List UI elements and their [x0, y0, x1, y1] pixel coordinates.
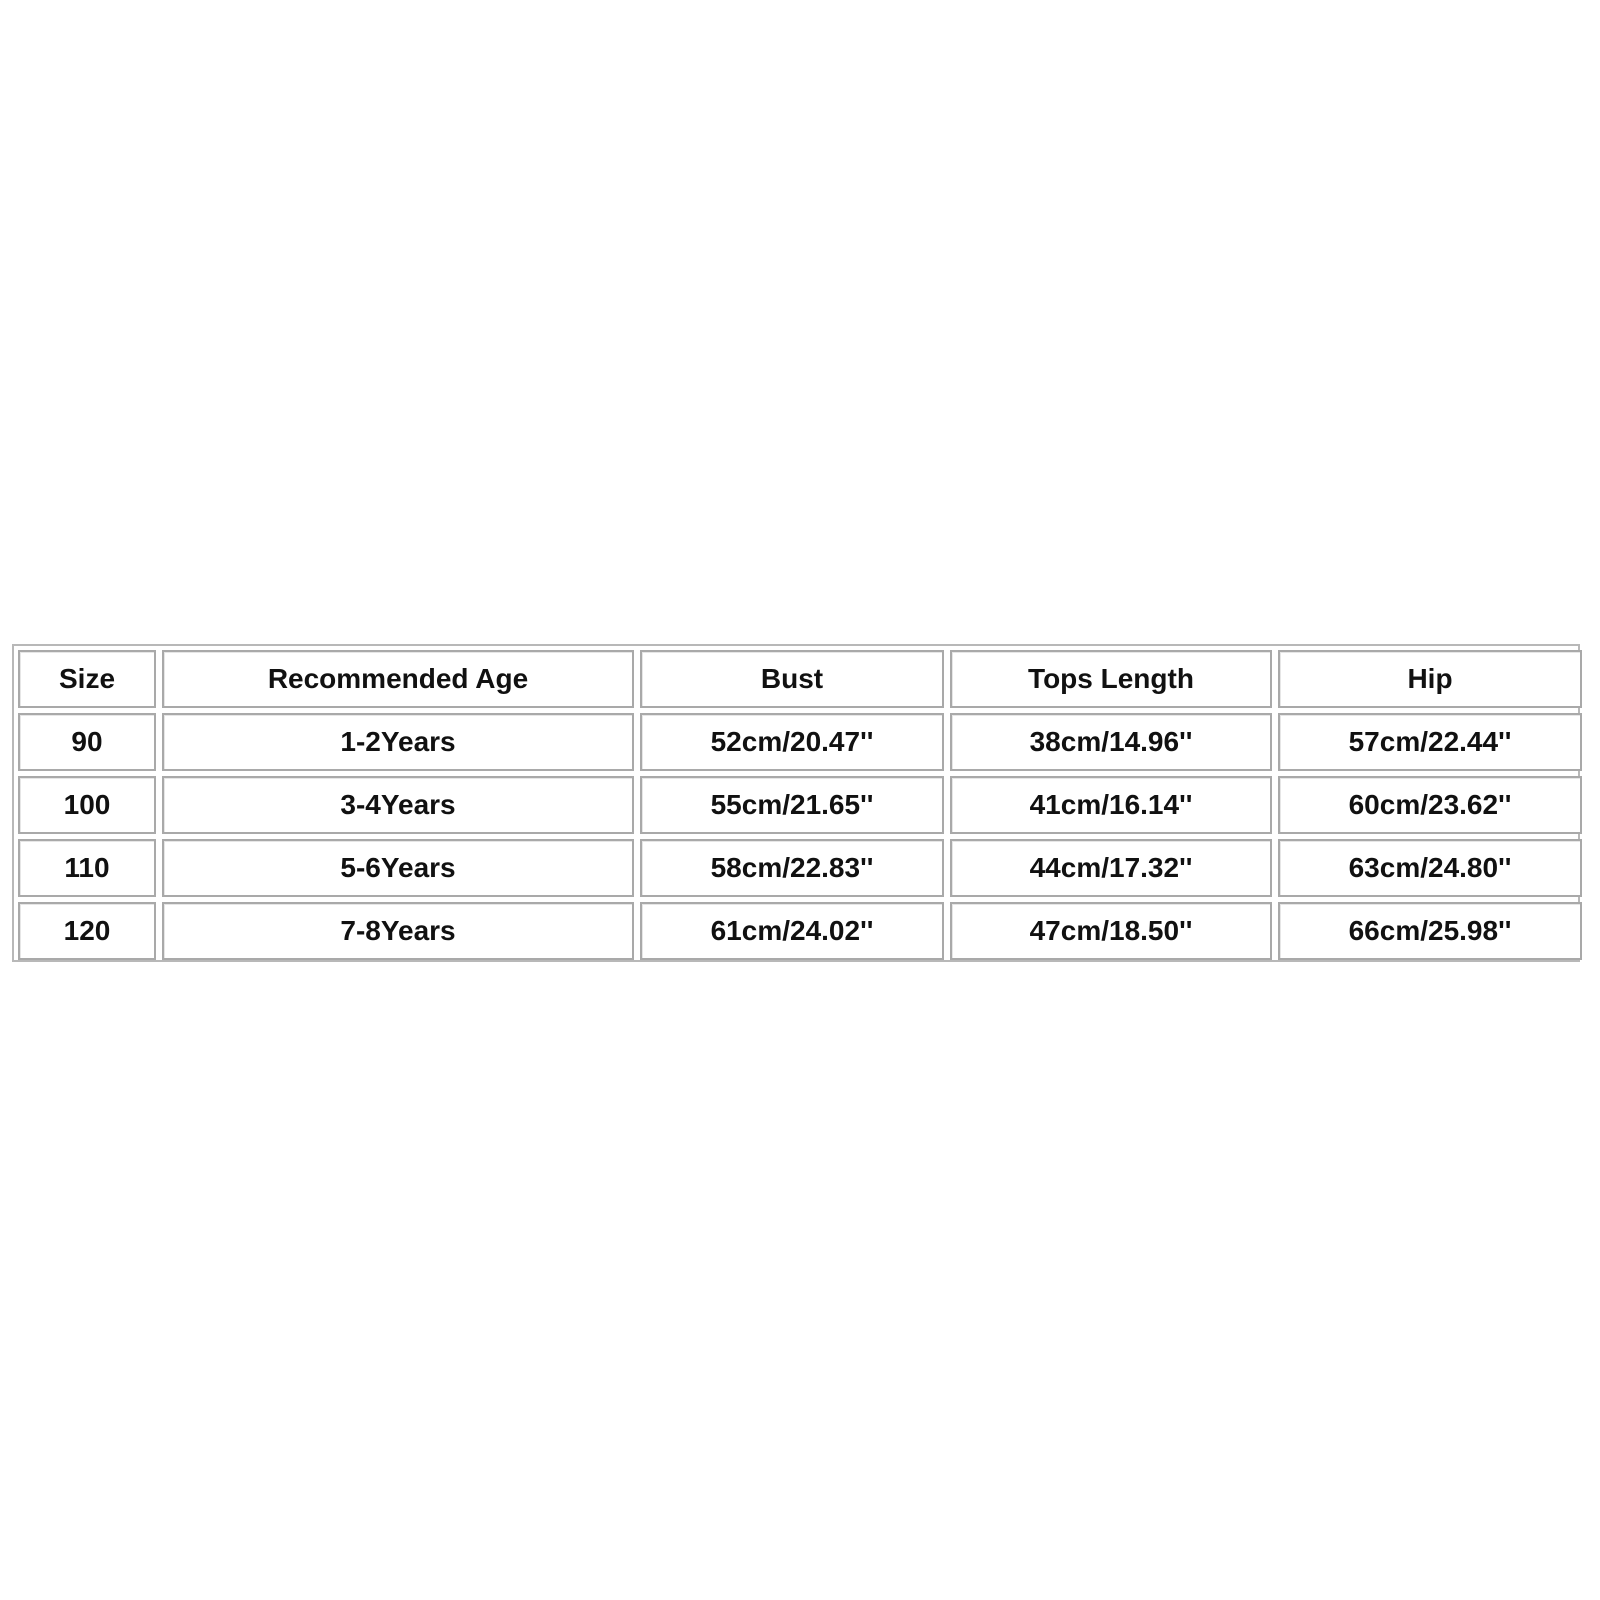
- cell-hip: 66cm/25.98'': [1278, 902, 1582, 960]
- cell-bust: 61cm/24.02'': [640, 902, 944, 960]
- cell-recommended-age: 7-8Years: [162, 902, 634, 960]
- cell-size: 120: [18, 902, 156, 960]
- size-chart-table: [12, 645, 1588, 965]
- cell-size: 110: [18, 839, 156, 897]
- cell-recommended-age: 3-4Years: [162, 776, 634, 834]
- size-chart-table-frame: [12, 644, 1580, 962]
- header-recommended-age: Recommended Age: [162, 650, 634, 708]
- cell-bust: 58cm/22.83'': [640, 839, 944, 897]
- cell-hip: 57cm/22.44'': [1278, 713, 1582, 771]
- cell-size: 100: [18, 776, 156, 834]
- cell-hip: 63cm/24.80'': [1278, 839, 1582, 897]
- table-header-row: [18, 650, 1582, 708]
- cell-recommended-age: 1-2Years: [162, 713, 634, 771]
- cell-tops-length: 38cm/14.96'': [950, 713, 1272, 771]
- cell-recommended-age: 5-6Years: [162, 839, 634, 897]
- cell-hip: 60cm/23.62'': [1278, 776, 1582, 834]
- cell-tops-length: 47cm/18.50'': [950, 902, 1272, 960]
- header-tops-length: Tops Length: [950, 650, 1272, 708]
- header-hip: Hip: [1278, 650, 1582, 708]
- header-size: Size: [18, 650, 156, 708]
- cell-tops-length: 44cm/17.32'': [950, 839, 1272, 897]
- table-row: [18, 776, 1582, 834]
- table-row: [18, 839, 1582, 897]
- cell-tops-length: 41cm/16.14'': [950, 776, 1272, 834]
- table-row: [18, 713, 1582, 771]
- cell-size: 90: [18, 713, 156, 771]
- cell-bust: 52cm/20.47'': [640, 713, 944, 771]
- table-row: [18, 902, 1582, 960]
- header-bust: Bust: [640, 650, 944, 708]
- cell-bust: 55cm/21.65'': [640, 776, 944, 834]
